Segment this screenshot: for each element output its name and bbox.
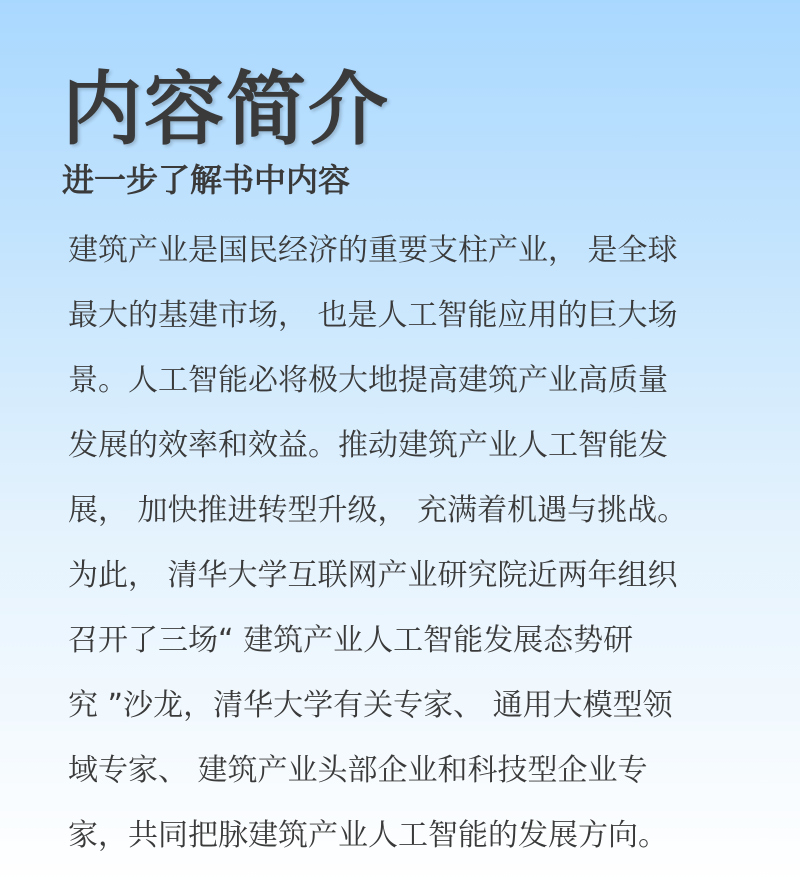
intro-paragraph xyxy=(68,218,748,868)
paragraph-line: 景。人工智能必将极大地提高建筑产业高质量 xyxy=(68,363,668,398)
page-subtitle: 进一步了解书中内容 xyxy=(62,161,351,199)
paragraph-line: 域专家、 建筑产业头部企业和科技型企业专 xyxy=(68,753,648,788)
paragraph-line: 发展的效率和效益。推动建筑产业人工智能发 xyxy=(68,428,668,463)
page-title: 内容简介 xyxy=(62,63,390,156)
paragraph-line: 召开了三场“ 建筑产业人工智能发展态势研 xyxy=(68,623,634,658)
paragraph-line: 展， 加快推进转型升级， 充满着机遇与挑战。 xyxy=(68,493,688,528)
section-header xyxy=(62,62,762,200)
paragraph-line: 建筑产业是国民经济的重要支柱产业， 是全球 xyxy=(68,233,678,268)
paragraph-line: 究 ”沙龙，清华大学有关专家、 通用大模型领 xyxy=(68,688,673,723)
paragraph-line: 家，共同把脉建筑产业人工智能的发展方向。 xyxy=(68,818,668,853)
paragraph-line: 为此， 清华大学互联网产业研究院近两年组织 xyxy=(68,558,678,593)
paragraph-line: 最大的基建市场， 也是人工智能应用的巨大场 xyxy=(68,298,678,333)
